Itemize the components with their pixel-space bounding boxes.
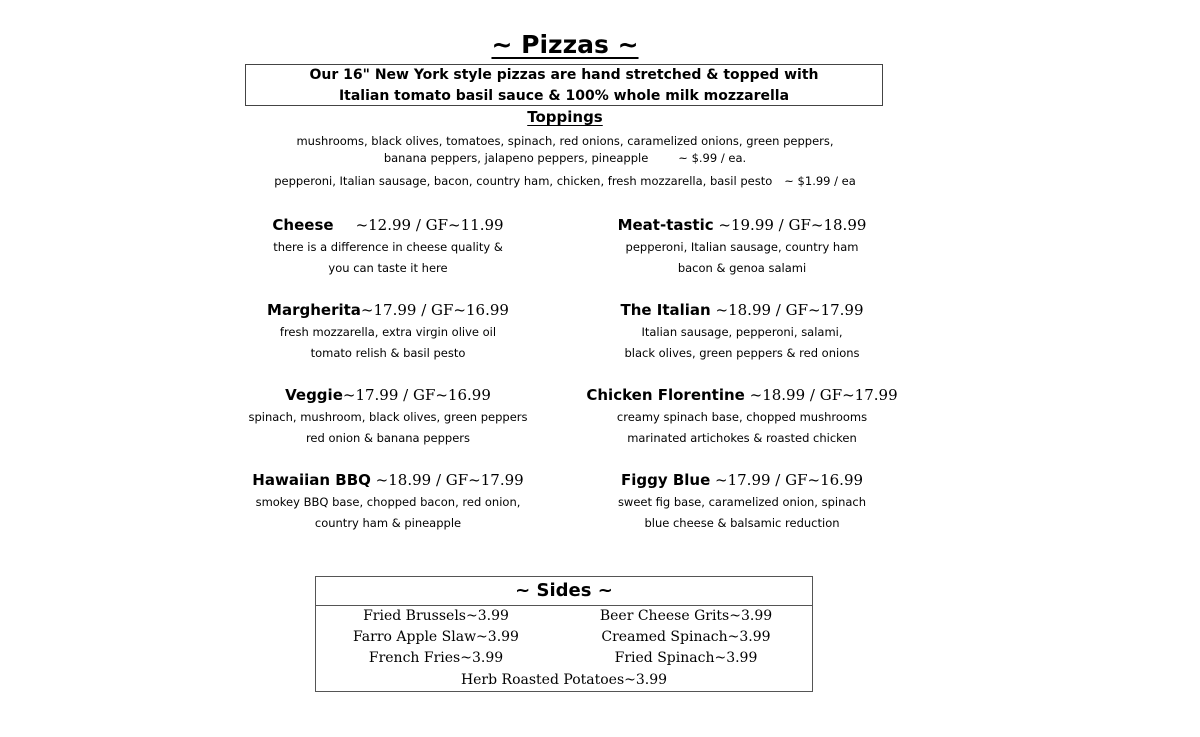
pizza-name: Veggie xyxy=(285,386,343,404)
pizza-desc-2: tomato relish & basil pesto xyxy=(310,346,466,360)
intro-line-1: Our 16" New York style pizzas are hand stretched & topped with xyxy=(309,67,819,83)
pizza-name: The Italian xyxy=(620,301,711,319)
pizza-desc-2: marinated artichokes & roasted chicken xyxy=(627,431,857,445)
pizza-name: Meat-tastic xyxy=(617,216,714,234)
pizza-desc-2: blue cheese & balsamic reduction xyxy=(644,516,840,530)
pizza-price: ~18.99 / GF~17.99 xyxy=(715,301,864,319)
pizza-chicken-florentine xyxy=(582,385,902,449)
side-item: Creamed Spinach~3.99 xyxy=(601,629,771,645)
pizza-price: ~18.99 / GF~17.99 xyxy=(375,471,524,489)
pizza-margherita xyxy=(228,300,548,364)
pizza-desc-2: black olives, green peppers & red onions xyxy=(624,346,860,360)
veg-toppings-line-2 xyxy=(245,150,885,167)
pizza-name: Hawaiian BBQ xyxy=(252,471,371,489)
pizza-the-italian xyxy=(582,300,902,364)
pizza-name: Margherita xyxy=(267,301,361,319)
veg-toppings xyxy=(245,133,885,167)
pizza-meat-tastic xyxy=(582,215,902,279)
pizza-hawaiian-bbq xyxy=(228,470,548,534)
intro-line-2: Italian tomato basil sauce & 100% whole milk mozzarella xyxy=(338,88,790,104)
pizza-price: ~18.99 / GF~17.99 xyxy=(749,386,898,404)
side-item: Fried Brussels~3.99 xyxy=(363,608,509,624)
pizza-desc-2: you can taste it here xyxy=(328,261,448,275)
menu-title: ~ Pizzas ~ xyxy=(491,30,639,59)
intro-box xyxy=(245,64,883,106)
pizza-cheese xyxy=(228,215,548,279)
side-item: Herb Roasted Potatoes~3.99 xyxy=(460,672,668,688)
side-item: Farro Apple Slaw~3.99 xyxy=(353,629,519,645)
pizza-price: ~17.99 / GF~16.99 xyxy=(715,471,864,489)
pizza-desc-2: country ham & pineapple xyxy=(314,516,462,530)
pizza-desc-2: red onion & banana peppers xyxy=(305,431,471,445)
pizza-desc-1: there is a difference in cheese quality & xyxy=(273,240,503,254)
veg-toppings-line-1: mushrooms, black olives, tomatoes, spinach, red onions, caramelized onions, green peppers, xyxy=(296,134,834,148)
pizza-desc-1: creamy spinach base, chopped mushrooms xyxy=(616,410,868,424)
pizza-price: ~17.99 / GF~16.99 xyxy=(360,301,509,319)
pizza-name: Chicken Florentine xyxy=(586,386,745,404)
side-item: Fried Spinach~3.99 xyxy=(614,650,758,666)
pizza-desc-1: sweet fig base, caramelized onion, spinach xyxy=(617,495,867,509)
sides-list xyxy=(316,606,812,692)
veg-toppings-list: banana peppers, jalapeno peppers, pineapple xyxy=(383,151,649,165)
pizza-desc-1: spinach, mushroom, black olives, green peppers xyxy=(248,410,528,424)
pizza-name: Cheese xyxy=(272,216,334,234)
toppings-title: Toppings xyxy=(527,108,603,126)
pizza-desc-1: fresh mozzarella, extra virgin olive oil xyxy=(279,325,497,339)
premium-toppings-list: pepperoni, Italian sausage, bacon, country ham, chicken, fresh mozzarella, basil pesto xyxy=(274,174,773,188)
pizza-price: ~17.99 / GF~16.99 xyxy=(342,386,491,404)
premium-toppings xyxy=(245,173,885,190)
sides-title: ~ Sides ~ xyxy=(316,577,812,606)
side-item: Beer Cheese Grits~3.99 xyxy=(599,608,773,624)
pizza-price: ~12.99 / GF~11.99 xyxy=(355,216,504,234)
pizza-desc-1: smokey BBQ base, chopped bacon, red onion, xyxy=(255,495,521,509)
premium-toppings-price: ~ $1.99 / ea xyxy=(784,174,856,188)
pizza-price: ~19.99 / GF~18.99 xyxy=(718,216,867,234)
side-item: French Fries~3.99 xyxy=(368,650,504,666)
pizza-name: Figgy Blue xyxy=(620,471,711,489)
pizza-figgy-blue xyxy=(582,470,902,534)
pizza-desc-2: bacon & genoa salami xyxy=(677,261,807,275)
veg-toppings-price: ~ $.99 / ea. xyxy=(678,151,747,165)
pizza-desc-1: Italian sausage, pepperoni, salami, xyxy=(641,325,843,339)
pizza-veggie xyxy=(228,385,548,449)
sides-box xyxy=(315,576,813,692)
pizza-desc-1: pepperoni, Italian sausage, country ham xyxy=(625,240,859,254)
